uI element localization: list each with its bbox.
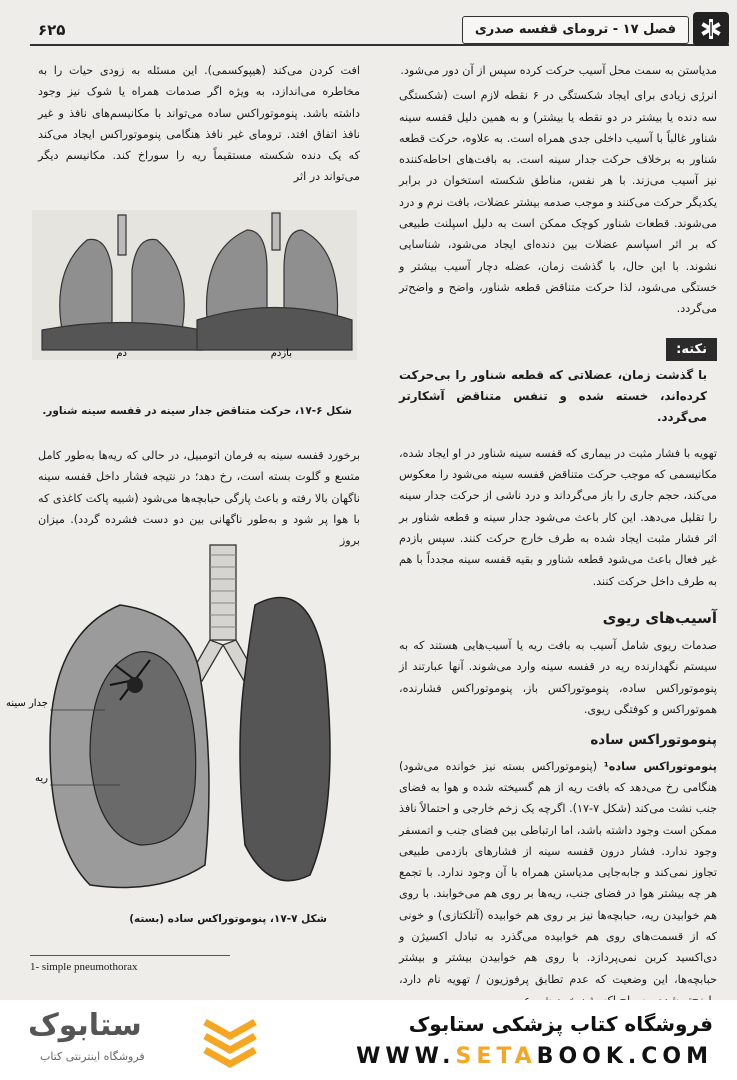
star-of-life-icon xyxy=(693,12,729,46)
footnote-divider xyxy=(30,955,230,956)
figure-flail-chest xyxy=(32,210,357,360)
term-lead: پنوموتوراکس ساده¹ xyxy=(603,759,717,773)
chevron-logo-icon xyxy=(200,1014,260,1068)
page-header xyxy=(30,12,729,46)
label-inspiration: دم xyxy=(116,348,127,359)
url-accent: SETA xyxy=(455,1044,537,1069)
store-banner xyxy=(0,1000,737,1080)
paragraph: صدمات ریوی شامل آسیب به بافت ریه یا آسیب‌هایی هستند که به سیستم نگهدارنده ریه در قفسه سینه وارد می‌شوند. آنها عبارتند از پنوموتوراکس ساده، پنوموتوراکس باز، پنوموتوراکس فشارنده، هموتوراکس و کوفتگی ریوی. xyxy=(399,639,717,717)
pneumothorax-illustration xyxy=(6,545,350,905)
paragraph-body: (پنوموتوراکس بسته نیز خوانده می‌شود) هنگامی رخ می‌دهد که بافت ریه از هم گسیخته شده و هوا به فضای جنب نشت می‌کند (شکل ۷-۱۷). اگرچه یک زخم خارجی و احتمالاً نافذ ممکن است وجود داشته باشد، اما ارتباطی بین فضای جنب و اتمسفر وجود ندارد. فشار درون قفسه سینه از فشارهای بازدمی طبیعی تجاوز نمی‌کند و جابه‌جایی مدیاستن همراه با آن وجود ندارد. با تجمع هر چه بیشتر هوا در فضای جنب، ریه‌ها بر روی هم می‌خوابند. با روی هم خوابیدن ریه، حبابچه‌ها نیز بر روی هم خوابیده (آتلکتازی) و خونی که از قسمت‌های روی هم خوابیده می‌گذرد به تبادل اکسیژن و دی‌اکسید کربن نمی‌پردازد. با روی هم خوابیدن بیشتر و بیشتر حبابچه‌ها، این وضعیت که عدم تطابق پرفوزیون / تهویه نام دارد، xyxy=(399,759,717,986)
paragraph: مدیاستن به سمت محل آسیب حرکت کرده سپس از آن دور می‌شود. xyxy=(400,64,717,77)
note-text: با گذشت زمان، عضلاتی که قطعه شناور را بی‌حرکت کرده‌اند، خسته شده و تنفس متناقض آشکارتر می‌گردد. xyxy=(399,367,707,425)
paragraph xyxy=(399,756,717,1012)
label-lung: ریه xyxy=(35,773,48,784)
paragraph: افت کردن می‌کند (هیپوکسمی). این مسئله به زودی حیات را به مخاطره می‌اندازد، به ویژه اگر صدمات همراه یا شوک نیز وجود داشته باشد. پنوموتوراکس ساده می‌تواند با مکانیسم‌های نافذ و غیر نافذ اتفاق افتد. ترومای غیر نافذ هنگامی پنوموتوراکس ایجاد می‌کند که یک دنده شکسته مستقیماً ریه را سوراخ کند. مکانیسم دیگر می‌تواند در اثر xyxy=(38,64,360,184)
page-number: ۶۲۵ xyxy=(38,21,66,39)
paragraph: برخورد قفسه سینه به فرمان اتومبیل، در حالی که ریه‌ها به‌طور کامل متسع و گلوت بسته است، رخ دهد؛ در نتیجه فشار داخل قفسه سینه ناگهان بالا رفته و باعث پارگی حبابچه‌ها می‌شود (شبیه پاکت کاغذی که با هوا پر شود و به‌طور ناگهانی بین دو دست فشرده گردد). میزان بروز xyxy=(38,449,360,548)
url-prefix: WWW. xyxy=(356,1044,456,1069)
note-label: نکته: xyxy=(666,338,717,361)
lungs-illustration xyxy=(32,210,357,360)
footnote: 1- simple pneumothorax xyxy=(30,961,138,973)
figure-simple-pneumothorax xyxy=(6,545,350,905)
chapter-title: فصل ۱۷ - ترومای قفسه صدری xyxy=(462,16,689,44)
paragraph: انرژی زیادی برای ایجاد شکستگی در ۶ نقطه لازم است (شکستگی سه دنده یا بیشتر در دو نقطه یا بیشتر) و به همین دلیل قفسه سینه شناور غالباً با آسیب داخلی جدی همراه است. به علاوه، حرکت قطعه شناور به برخلاف حرکت جدار سینه است. به بافت‌های احاطه‌کننده نیز آسیب می‌زند. با هر نفس، مناطق شکسته استخوان در برابر یکدیگر حرکت می‌کنند و موجب صدمه بیشتر عضلات، بافت نرم و درد می‌شوند. قطعات شناور کوچک ممکن است به دلیل اسپلنت طبیعی که بر اثر اسپاسم عضلات بین دنده‌ای ایجاد می‌شود، شناسایی نشوند. با این حال، با گذشت زمان، عضله دچار آسیب بیشتر و خستگی می‌شود، لذا حرکت متناقض قطعه شناور، واضح و واضح‌تر می‌گردد. xyxy=(399,89,717,316)
left-column-top xyxy=(38,60,360,192)
store-logo-text: ستابوک xyxy=(28,1008,142,1043)
figure-caption: شکل ۶-۱۷، حرکت متناقض جدار سینه در قفسه سینه شناور. xyxy=(42,405,352,417)
store-url[interactable] xyxy=(356,1044,713,1069)
store-logo-subtitle: فروشگاه اینترنتی کتاب xyxy=(40,1050,145,1063)
subsection-title: پنوموتوراکس ساده xyxy=(590,732,717,749)
section-title: آسیب‌های ریوی xyxy=(602,608,717,627)
url-suffix: BOOK.COM xyxy=(536,1044,713,1069)
paragraph: تهویه با فشار مثبت در بیماری که قفسه سینه شناور در او ایجاد شده، مکانیسمی که موجب حرکت متناقض قفسه سینه می‌شود را معکوس می‌کند، حجم جاری را باز می‌گرداند و درد ناشی از حرکت جدار سینه را تقلیل می‌دهد. این کار باعث می‌شود جدار سینه و قطعه شناور بر اثر فشار مثبت ایجاد شده به طرف خارج حرکت کنند. سپس بازدم غیر فعال باعث می‌شود قطعه شناور و بقیه قفسه سینه مجدداً با هم به طرف داخل حرکت کنند. xyxy=(399,446,717,588)
figure-caption: شکل ۷-۱۷، پنوموتوراکس ساده (بسته) xyxy=(129,913,327,925)
label-expiration: بازدم xyxy=(270,348,292,359)
left-column-middle xyxy=(38,445,360,555)
store-name: فروشگاه کتاب پزشکی ستابوک xyxy=(408,1012,713,1036)
right-column xyxy=(399,60,717,1015)
label-chest-wall: جدار سینه xyxy=(6,698,48,709)
